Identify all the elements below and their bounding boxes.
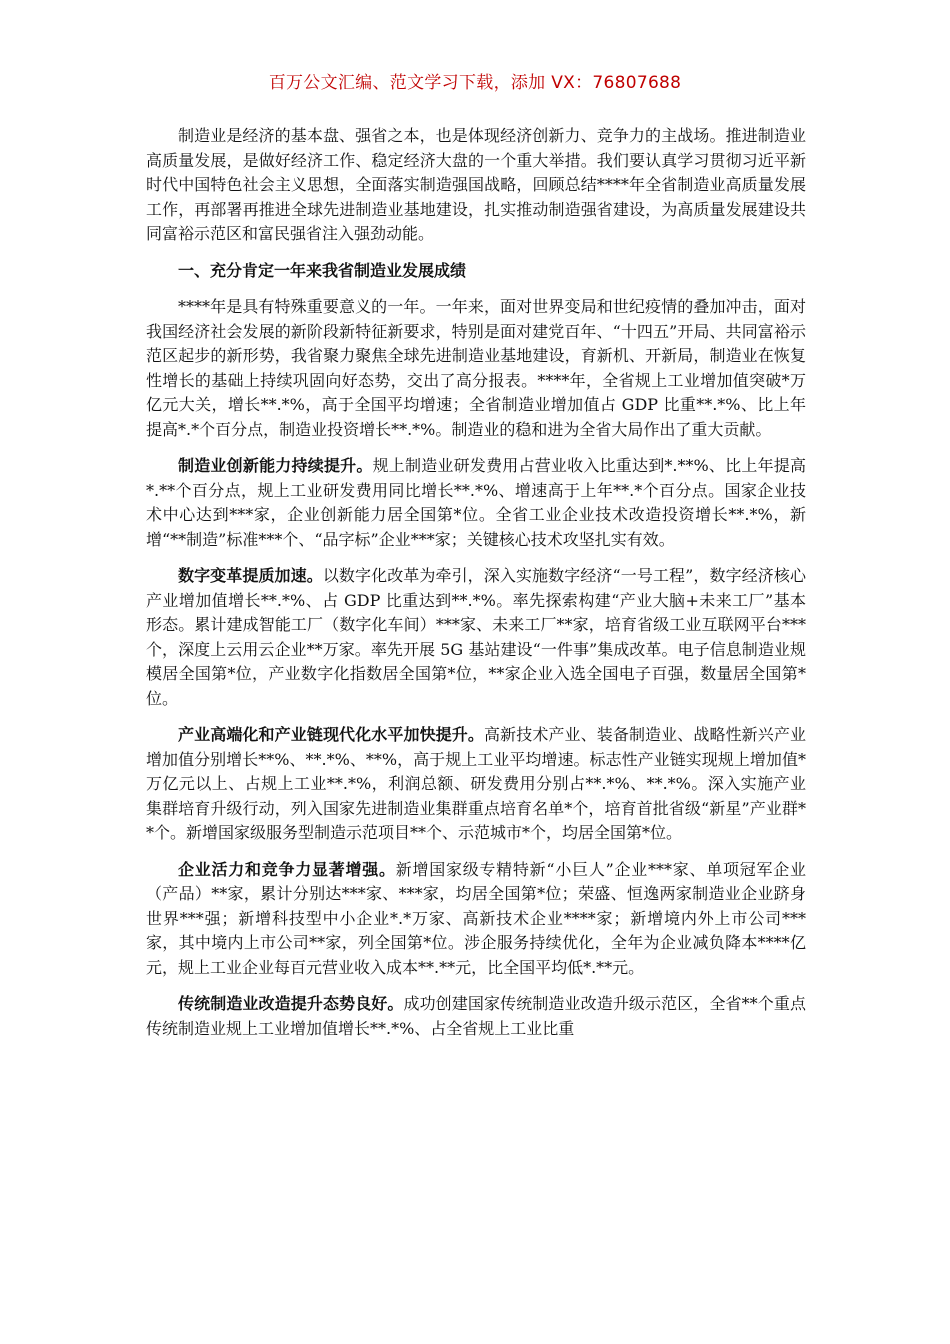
paragraph-text: 新增国家级专精特新“小巨人”企业***家、单项冠军企业（产品）**家，累计分别达***家、***家，均居全国第*位；荣盛、恒逸两家制造业企业跻身世界***强；新增科技型中小企业*.*万家、高新技术企业****家；新增境内外上市公司***家，其中境内上市公司**家，列全国第*位。涉企服务持续优化，全年为企业减负降本****亿元，规上工业企业每百元营业收入成本**.**元，比全国平均低*.**元。: [146, 859, 806, 977]
enterprise-paragraph: [146, 858, 806, 981]
intro-paragraph: 制造业是经济的基本盘、强省之本，也是体现经济创新力、竞争力的主战场。推进制造业高质量发展，是做好经济工作、稳定经济大盘的一个重大举措。我们要认真学习贯彻习近平新时代中国特色社会主义思想，全面落实制造强国战略，回顾总结****年全省制造业高质量发展工作，再部署再推进全球先进制造业基地建设，扎实推动制造强省建设，为高质量发展建设共同富裕示范区和富民强省注入强劲动能。: [146, 126, 806, 243]
header-banner: 百万公文汇编、范文学习下载，添加 VX：76807688: [268, 73, 682, 93]
paragraph-text: 以数字化改革为牵引，深入实施数字经济“一号工程”，数字经济核心产业增加值增长**.*%、占 GDP 比重达到**.*%。率先探索构建“产业大脑+未来工厂”基本形态。累计建成智能工厂（数字化车间）***家、未来工厂**家，培育省级工业互联网平台***个，深度上云用云企业**万家。率先开展 5G 基站建设“一件事”集成改革。电子信息制造业规模居全国第*位，产业数字化指数居全国第*位，**家企业入选全国电子百强，数量居全国第*位。: [146, 566, 806, 708]
paragraph-lead: 企业活力和竞争力显著增强。: [178, 859, 396, 879]
traditional-paragraph: [146, 992, 806, 1041]
paragraph-lead: 制造业创新能力持续提升。: [178, 456, 373, 475]
industry-chain-paragraph: [146, 723, 806, 846]
document-body: [146, 124, 806, 1053]
paragraph-lead: 传统制造业改造提升态势良好。: [178, 994, 404, 1013]
paragraph-lead: 产业高端化和产业链现代化水平加快提升。: [178, 725, 484, 744]
paragraph-text: 成功创建国家传统制造业改造升级示范区，全省**个重点传统制造业规上工业增加值增长**.*%、占全省规上工业比重: [146, 994, 806, 1038]
digital-paragraph: [146, 564, 806, 711]
paragraph-text: 规上制造业研发费用占营业收入比重达到*.**%、比上年提高*.**个百分点，规上工业研发费用同比增长**.*%、增速高于上年**.*个百分点。国家企业技术中心达到***家，企业创新能力居全国第*位。全省工业企业技术改造投资增长**.*%，新增“**制造”标准***个、“品字标”企业***家；关键核心技术攻坚扎实有效。: [146, 456, 806, 549]
paragraph-lead: 数字变革提质加速。: [178, 566, 323, 585]
paragraph-text: 高新技术产业、装备制造业、战略性新兴产业增加值分别增长**%、**.*%、**%，高于规上工业平均增速。标志性产业链实现规上增加值*万亿元以上、占规上工业**.*%，利润总额、研发费用分别占**.*%、**.*%。深入实施产业集群培育升级行动，列入国家先进制造业集群重点培育名单*个，培育首批省级“新星”产业群**个。新增国家级服务型制造示范项目**个、示范城市*个，均居全国第*位。: [146, 725, 806, 842]
overview-paragraph: ****年是具有特殊重要意义的一年。一年来，面对世界变局和世纪疫情的叠加冲击，面对我国经济社会发展的新阶段新特征新要求，特别是面对建党百年、“十四五”开局、共同富裕示范区起步的新形势，我省聚力聚焦全球先进制造业基地建设，育新机、开新局，制造业在恢复性增长的基础上持续巩固向好态势，交出了高分报表。****年，全省规上工业增加值突破*万亿元大关，增长**.*%，高于全国平均增速；全省制造业增加值占 GDP 比重**.*%、比上年提高*.*个百分点，制造业投资增长**.*%。制造业的稳和进为全省大局作出了重大贡献。: [146, 297, 806, 439]
innovation-paragraph: [146, 454, 806, 552]
section-heading: 一、充分肯定一年来我省制造业发展成绩: [178, 260, 467, 280]
